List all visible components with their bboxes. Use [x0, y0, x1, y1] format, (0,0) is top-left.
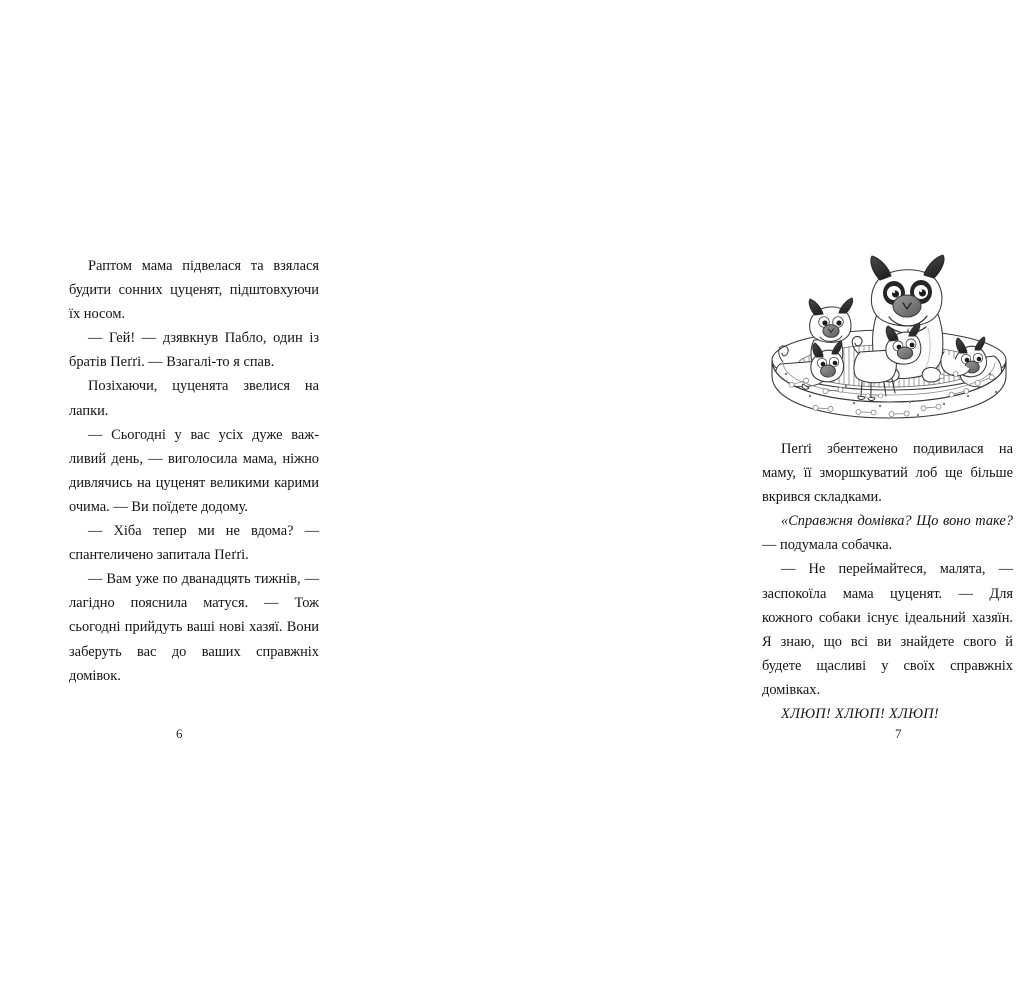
- paragraph-with-inner-thought: [762, 509, 1013, 557]
- page-right: [360, 0, 1013, 1000]
- paragraph: — Хіба тепер ми не вдома? — спантеличено запитала Пеґґі.: [69, 523, 319, 564]
- paragraph: — Гей! — дзявкнув Пабло, один із братів Пеґґі. — Взагалі-то я спав.: [69, 330, 319, 371]
- page-left: [0, 0, 360, 1000]
- pug-family-illustration: [758, 236, 1020, 418]
- paragraph: Раптом мама підвелася та взялася будити сонних цуценят, підштовхуючи їх носом.: [69, 258, 319, 323]
- paragraph: Пеґґі збентежено подивилася на маму, її зморшкуватий лоб ще більше вкрився складками.: [762, 441, 1013, 506]
- inner-thought-attribution: — подумала собачка.: [762, 537, 893, 554]
- onomatopoeia-line: ХЛЮП! ХЛЮП! ХЛЮП!: [781, 706, 940, 723]
- right-page-textblock: [762, 437, 1013, 726]
- paragraph: Позіхаючи, цуценята звелися на лапки.: [69, 378, 319, 419]
- left-page-textblock: [69, 254, 319, 688]
- inner-thought-italic: «Справжня домівка? Що воно таке?: [781, 513, 1013, 530]
- page-number-left: 6: [176, 726, 183, 741]
- paragraph: — Не переймайтеся, малята, — заспокоїла мама цуценят. — Для кожного собаки існує ідеальний хазяїн. Я знаю, що всі ви знайдете свого й будете щасливі у своїх справжніх домівках.: [762, 561, 1013, 698]
- page-number-right: 7: [895, 726, 902, 741]
- paragraph: — Сьогодні у вас усіх дуже важливий день, — виголосила мама, ніжно дивлячись на цуценят великими карими очима. — Ви поїдете додому.: [69, 426, 319, 515]
- paragraph: — Вам уже по дванадцять тижнів, — лагідно пояснила матуся. — Тож сьогодні прийдуть ваші нові хазяї. Вони заберуть вас до ваших справжніх домівок.: [69, 571, 319, 684]
